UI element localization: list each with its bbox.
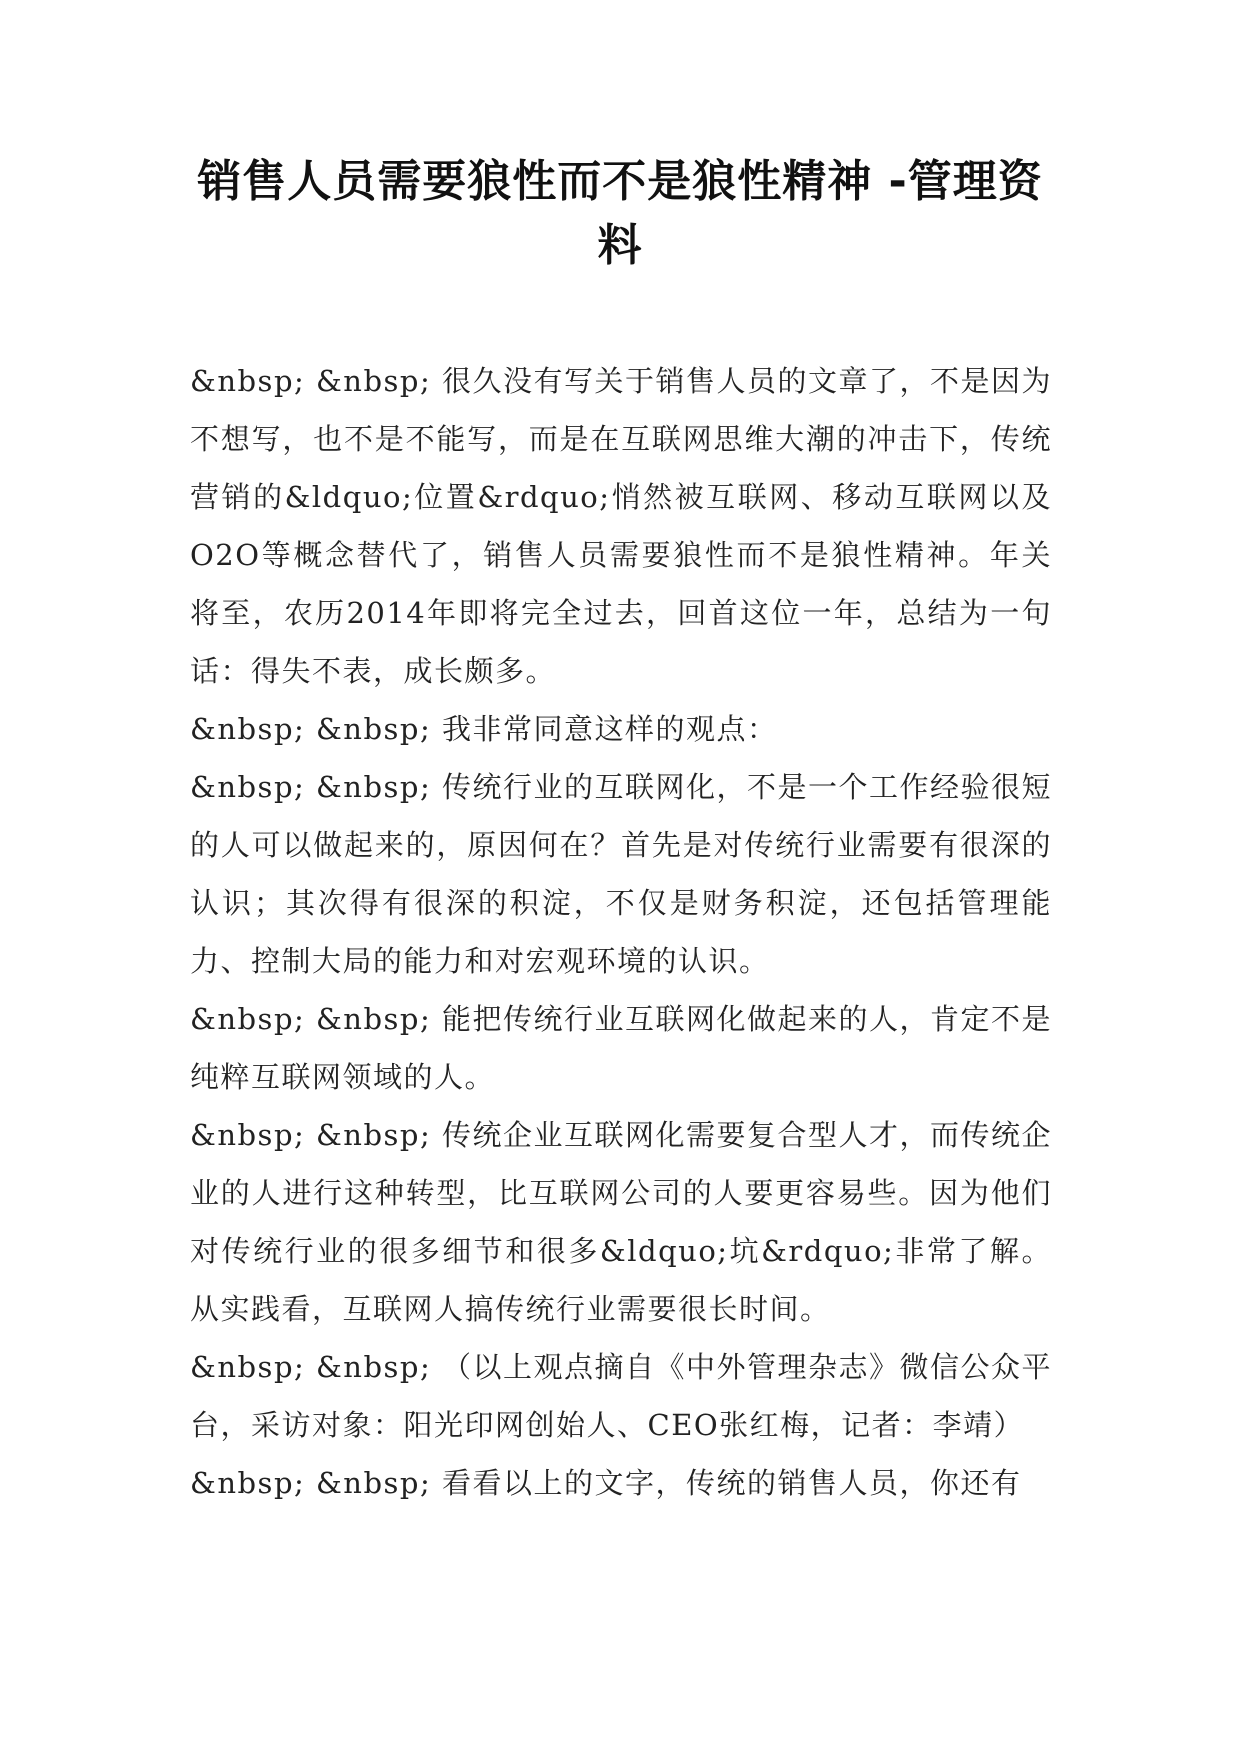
- paragraph-6: &nbsp; &nbsp; （以上观点摘自《中外管理杂志》微信公众平台，采访对象：阳光印网创始人、CEO张红梅，记者：李靖）: [190, 1350, 1052, 1442]
- paragraph-7: &nbsp; &nbsp; 看看以上的文字，传统的销售人员，你还有: [190, 1466, 1022, 1500]
- paragraph-4: &nbsp; &nbsp; 能把传统行业互联网化做起来的人，肯定不是纯粹互联网领域的人。: [190, 1002, 1052, 1094]
- paragraph-1: &nbsp; &nbsp; 很久没有写关于销售人员的文章了，不是因为不想写，也不是不能写，而是在互联网思维大潮的冲击下，传统营销的&ldquo;位置&rdquo;悄然被互联网、移动互联网以及O2O等概念替代了，销售人员需要狼性而不是狼性精神。年关将至，农历2014年即将完全过去，回首这位一年，总结为一句话：得失不表，成长颇多。: [190, 364, 1052, 688]
- paragraph-2: &nbsp; &nbsp; 我非常同意这样的观点：: [190, 712, 778, 746]
- paragraph-3: &nbsp; &nbsp; 传统行业的互联网化，不是一个工作经验很短的人可以做起来的，原因何在？首先是对传统行业需要有很深的认识；其次得有很深的积淀，不仅是财务积淀，还包括管理能力、控制大局的能力和对宏观环境的认识。: [190, 770, 1052, 978]
- paragraph-5: &nbsp; &nbsp; 传统企业互联网化需要复合型人才，而传统企业的人进行这种转型，比互联网公司的人要更容易些。因为他们对传统行业的很多细节和很多&ldquo;坑&rdquo;非常了解。从实践看，互联网人搞传统行业需要很长时间。: [190, 1118, 1052, 1326]
- document-title: 销售人员需要狼性而不是狼性精神 -管理资料: [197, 156, 1043, 271]
- document-body: [190, 352, 1052, 1512]
